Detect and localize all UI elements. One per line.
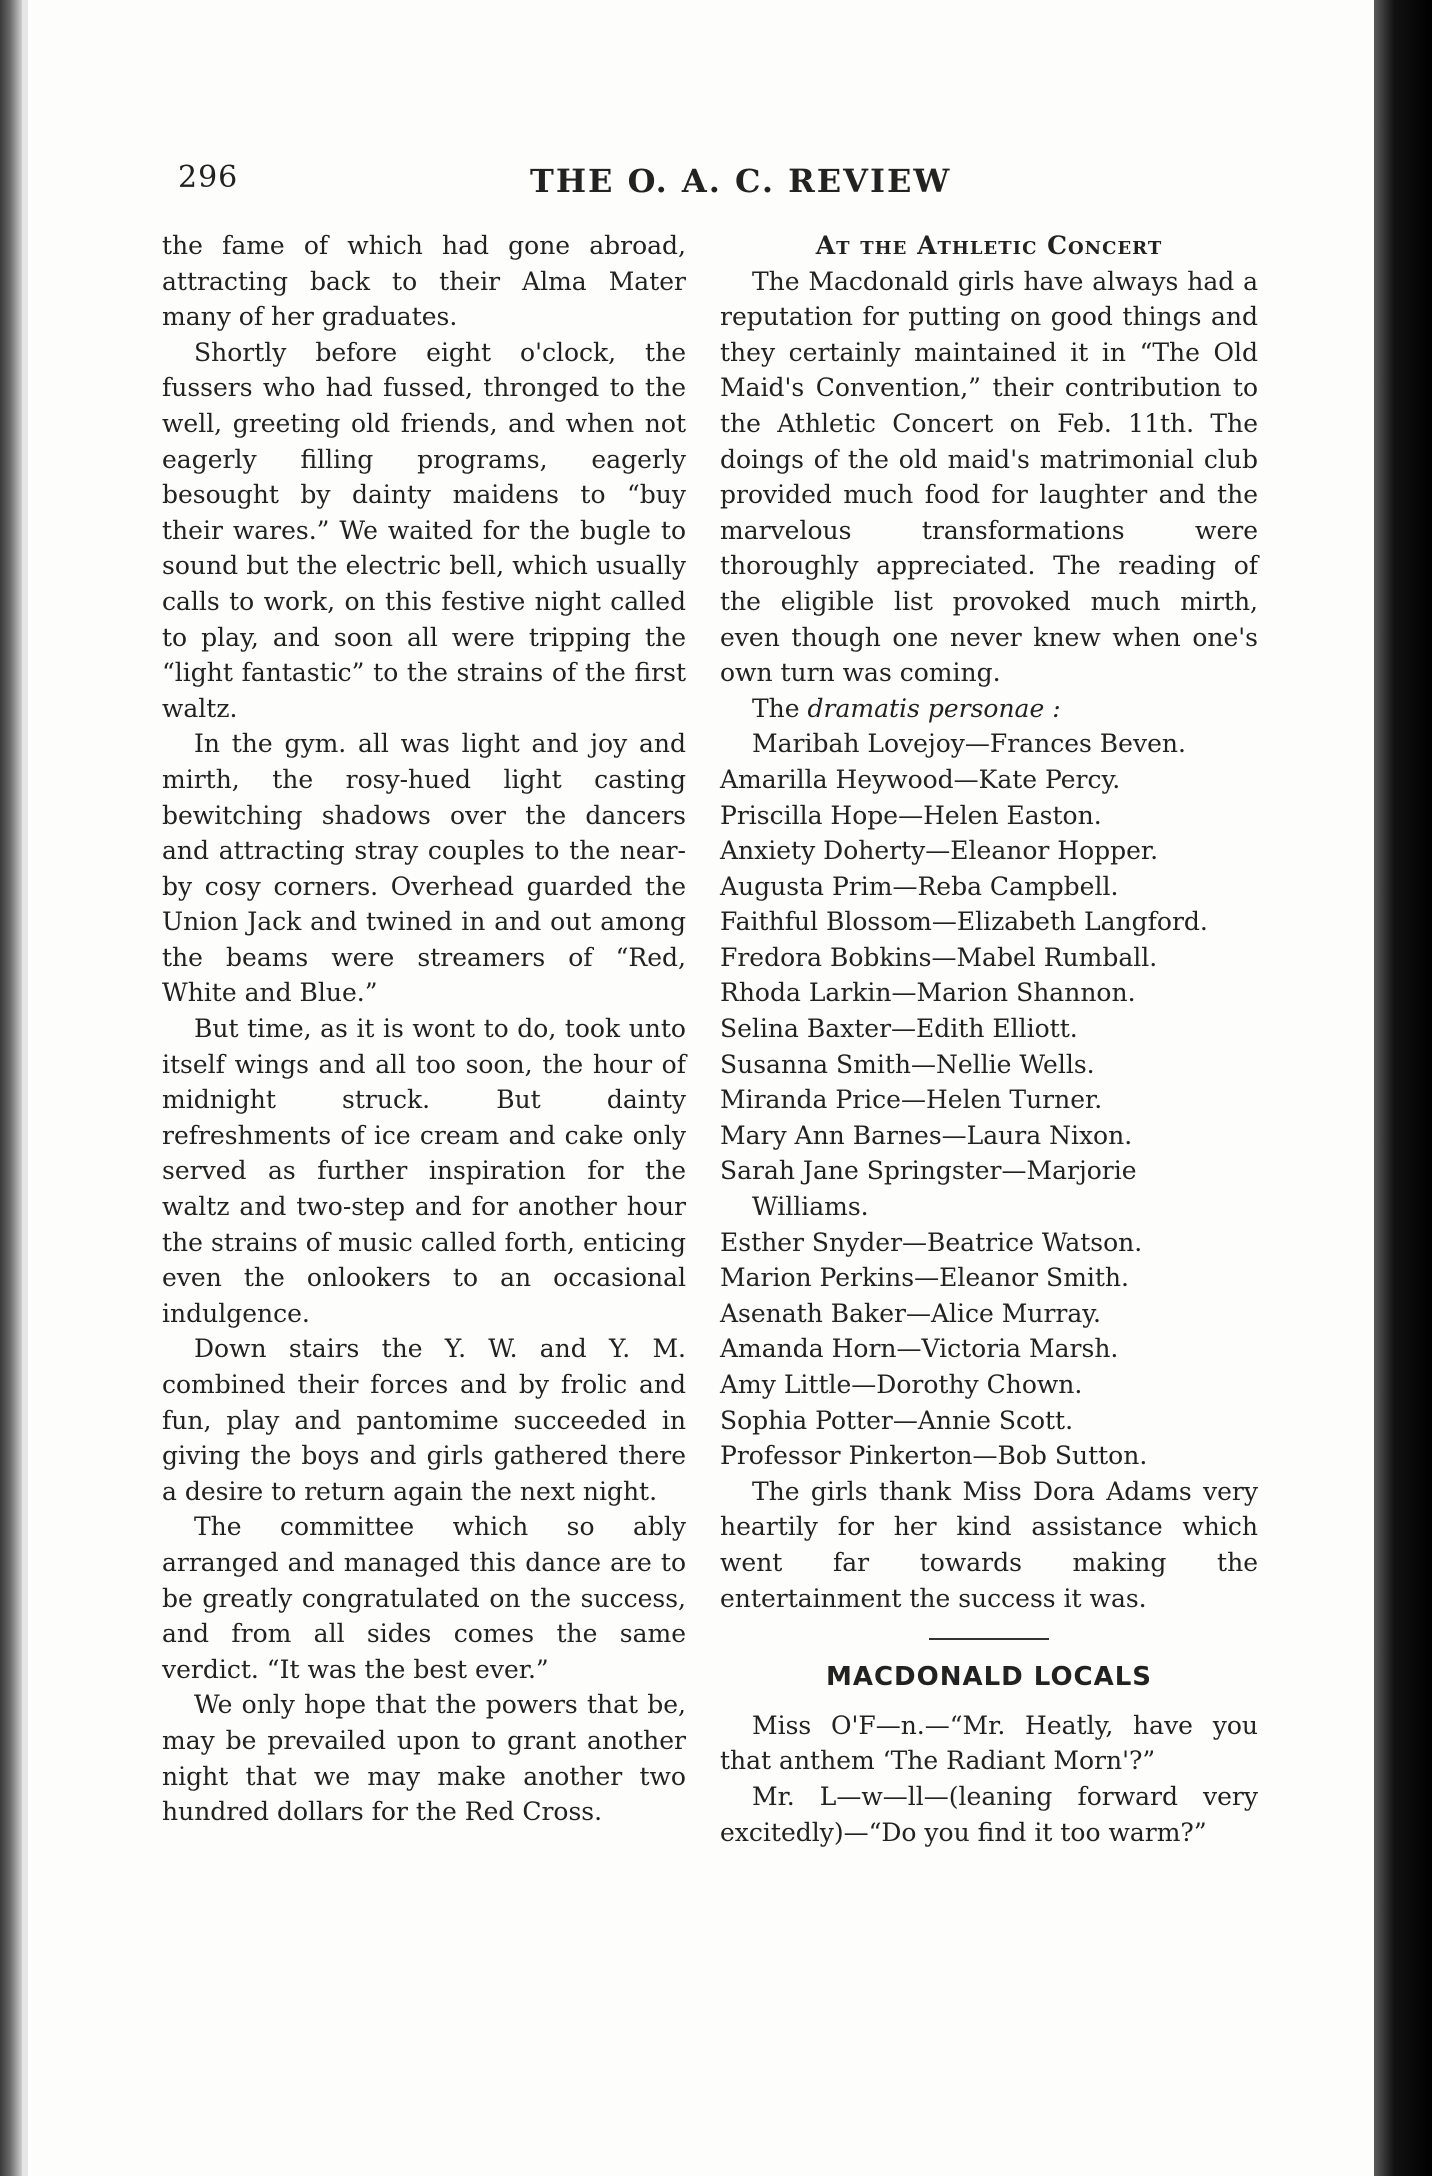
left-column — [162, 228, 686, 1830]
cast-item: Sophia Potter—Annie Scott. — [720, 1405, 1074, 1435]
running-title: THE O. A. C. REVIEW — [530, 162, 952, 200]
cast-intro-prefix: The — [752, 693, 808, 723]
cast-item: Susanna Smith—Nellie Wells. — [720, 1049, 1095, 1079]
page-number: 296 — [178, 160, 239, 195]
locals-title: MACDONALD LOCALS — [825, 1662, 1153, 1693]
section-title: At the Athletic Concert — [815, 231, 1163, 260]
cast-item: Fredora Bobkins—Mabel Rumball. — [720, 942, 1158, 972]
cast-item: Rhoda Larkin—Marion Shannon. — [720, 978, 1136, 1008]
cast-item: Selina Baxter—Edith Elliott. — [720, 1014, 1078, 1044]
cast-item: Amarilla Heywood—Kate Percy. — [720, 764, 1121, 794]
paragraph: We only hope that the powers that be, may be prevailed upon to grant another night that we may make another two hundred dollars for the Red Cross. — [162, 1690, 686, 1827]
cast-item: Amy Little—Dorothy Chown. — [720, 1370, 1083, 1399]
cast-item: Sarah Jane Springster—Marjorie Williams. — [720, 1156, 1137, 1222]
scan-right-edge — [1374, 0, 1432, 2176]
cast-item: Maribah Lovejoy—Frances Beven. — [752, 729, 1186, 759]
cast-intro-italic: dramatis personae : — [807, 693, 1061, 723]
paragraph: The committee which so ably arranged and managed this dance are to be greatly congratulated on the success, and from all sides comes the same verdict. “It was the best ever.” — [162, 1512, 686, 1684]
cast-item: Miranda Price—Helen Turner. — [720, 1085, 1103, 1115]
cast-intro — [720, 691, 1258, 727]
paragraph: Down stairs the Y. W. and Y. M. combined their forces and by frolic and fun, play and pantomime succeeded in giving the boys and girls gathered there a desire to return again the next night. — [162, 1334, 686, 1506]
cast-item: Esther Snyder—Beatrice Watson. — [720, 1227, 1143, 1257]
paragraph: Miss O'F—n.—“Mr. Heatly, have you that anthem ‘The Radiant Morn'?” — [720, 1710, 1258, 1776]
paragraph: The girls thank Miss Dora Adams very heartily for her kind assistance which went far towards making the entertainment the success it was. — [720, 1476, 1258, 1613]
paragraph: Mr. L—w—ll—(leaning forward very excitedly)—“Do you find it too warm?” — [720, 1781, 1258, 1847]
paragraph: the fame of which had gone abroad, attracting back to their Alma Mater many of her graduates. — [162, 231, 686, 332]
cast-item: Anxiety Doherty—Eleanor Hopper. — [720, 836, 1159, 866]
cast-item: Marion Perkins—Eleanor Smith. — [720, 1263, 1129, 1293]
cast-item: Faithful Blossom—Elizabeth Langford. — [720, 907, 1208, 937]
cast-item: Asenath Baker—Alice Murray. — [720, 1298, 1101, 1328]
cast-item: Amanda Horn—Victoria Marsh. — [720, 1334, 1119, 1364]
section-divider — [929, 1638, 1049, 1640]
paragraph: But time, as it is wont to do, took unto itself wings and all too soon, the hour of midnight struck. But dainty refreshments of ice cream and cake only served as further inspiration for the waltz and two-step and for another hour the strains of music called forth, enticing even the onlookers to an occasional indulgence. — [162, 1014, 686, 1328]
cast-item: Professor Pinkerton—Bob Sutton. — [720, 1441, 1148, 1471]
cast-item: Augusta Prim—Reba Campbell. — [720, 871, 1119, 901]
paragraph: The Macdonald girls have always had a reputation for putting on good things and they certainly maintained it in “The Old Maid's Convention,” their contribution to the Athletic Concert on Feb. 11th. The doings of the old maid's matrimonial club provided much food for laughter and the marvelous transformations were thoroughly appreciated. The reading of the eligible list provoked much mirth, even though one never knew when one's own turn was coming. — [720, 266, 1258, 688]
cast-item: Priscilla Hope—Helen Easton. — [720, 800, 1102, 830]
paragraph: Shortly before eight o'clock, the fussers who had fussed, thronged to the well, greeting old friends, and when not eagerly filling programs, eagerly besought by dainty maidens to “buy their wares.” We waited for the bugle to sound but the electric bell, which usually calls to work, on this festive night called to play, and soon all were tripping the “light fantastic” to the strains of the first waltz. — [162, 337, 686, 723]
paragraph: In the gym. all was light and joy and mirth, the rosy-hued light casting bewitching shadows over the dancers and attracting stray couples to the near-by cosy corners. Overhead guarded the Union Jack and twined in and out among the beams were streamers of “Red, White and Blue.” — [162, 729, 686, 1008]
page-header — [178, 160, 958, 210]
cast-list — [720, 726, 1258, 1473]
right-column — [720, 228, 1258, 1850]
cast-item: Mary Ann Barnes—Laura Nixon. — [720, 1120, 1133, 1150]
scan-left-edge — [0, 0, 22, 2176]
